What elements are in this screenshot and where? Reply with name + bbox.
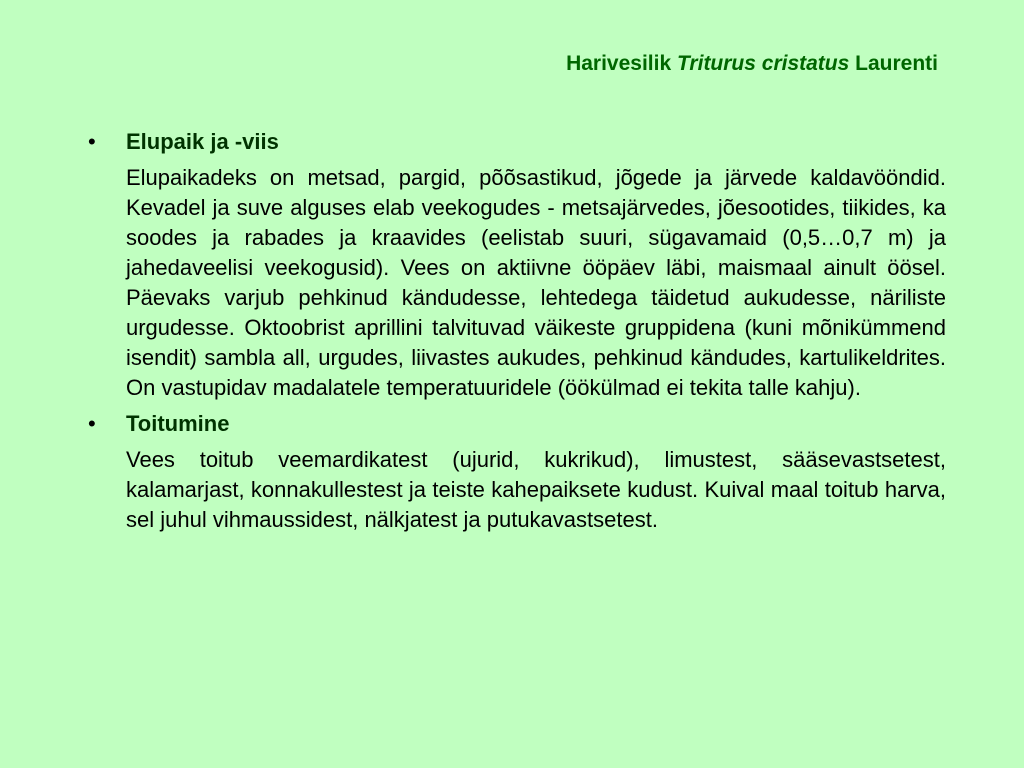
title-common-name: Harivesilik [566, 52, 677, 75]
slide-title [566, 52, 938, 76]
section-heading: Toitumine [126, 411, 230, 436]
bullet-marker: • [88, 411, 96, 436]
section-feeding [88, 409, 946, 535]
section-habitat [88, 127, 946, 403]
bullet-marker: • [88, 129, 96, 154]
section-heading: Elupaik ja -viis [126, 129, 279, 154]
title-author: Laurenti [849, 52, 938, 75]
title-latin-name: Triturus cristatus [676, 52, 850, 75]
section-text: Elupaikadeks on metsad, pargid, põõsastikud, jõgede ja järvede kaldavööndid. Kevadel ja suve alguses elab veekogudes - metsajärvedes, jõesootides, tiikides, ka soodes ja rabades ja kraavides (eelistab suuri, sügavamaid (0,5…0,7 m) ja jahedaveelisi veekogusid). Vees on aktiivne ööpäev läbi, maismaal ainult öösel. Päevaks varjub pehkinud kändudesse, lehtedega täidetud aukudesse, näriliste urgudesse. Oktoobrist aprillini talvituvad väikeste gruppidena (kuni mõnikümmend isendit) sambla all, urgudes, liivastes aukudes, pehkinud kändudes, kartulikeldrites. On vastupidav madalatele temperatuuridele (öökülmad ei tekita talle kahju). [126, 165, 946, 400]
slide-content [88, 127, 946, 535]
section-text: Vees toitub veemardikatest (ujurid, kukrikud), limustest, sääsevastsetest, kalamarjast, konnakullestest ja teiste kahepaiksete kudust. Kuival maal toitub harva, sel juhul vihmaussidest, nälkjatest ja putukavastsetest. [126, 447, 946, 532]
